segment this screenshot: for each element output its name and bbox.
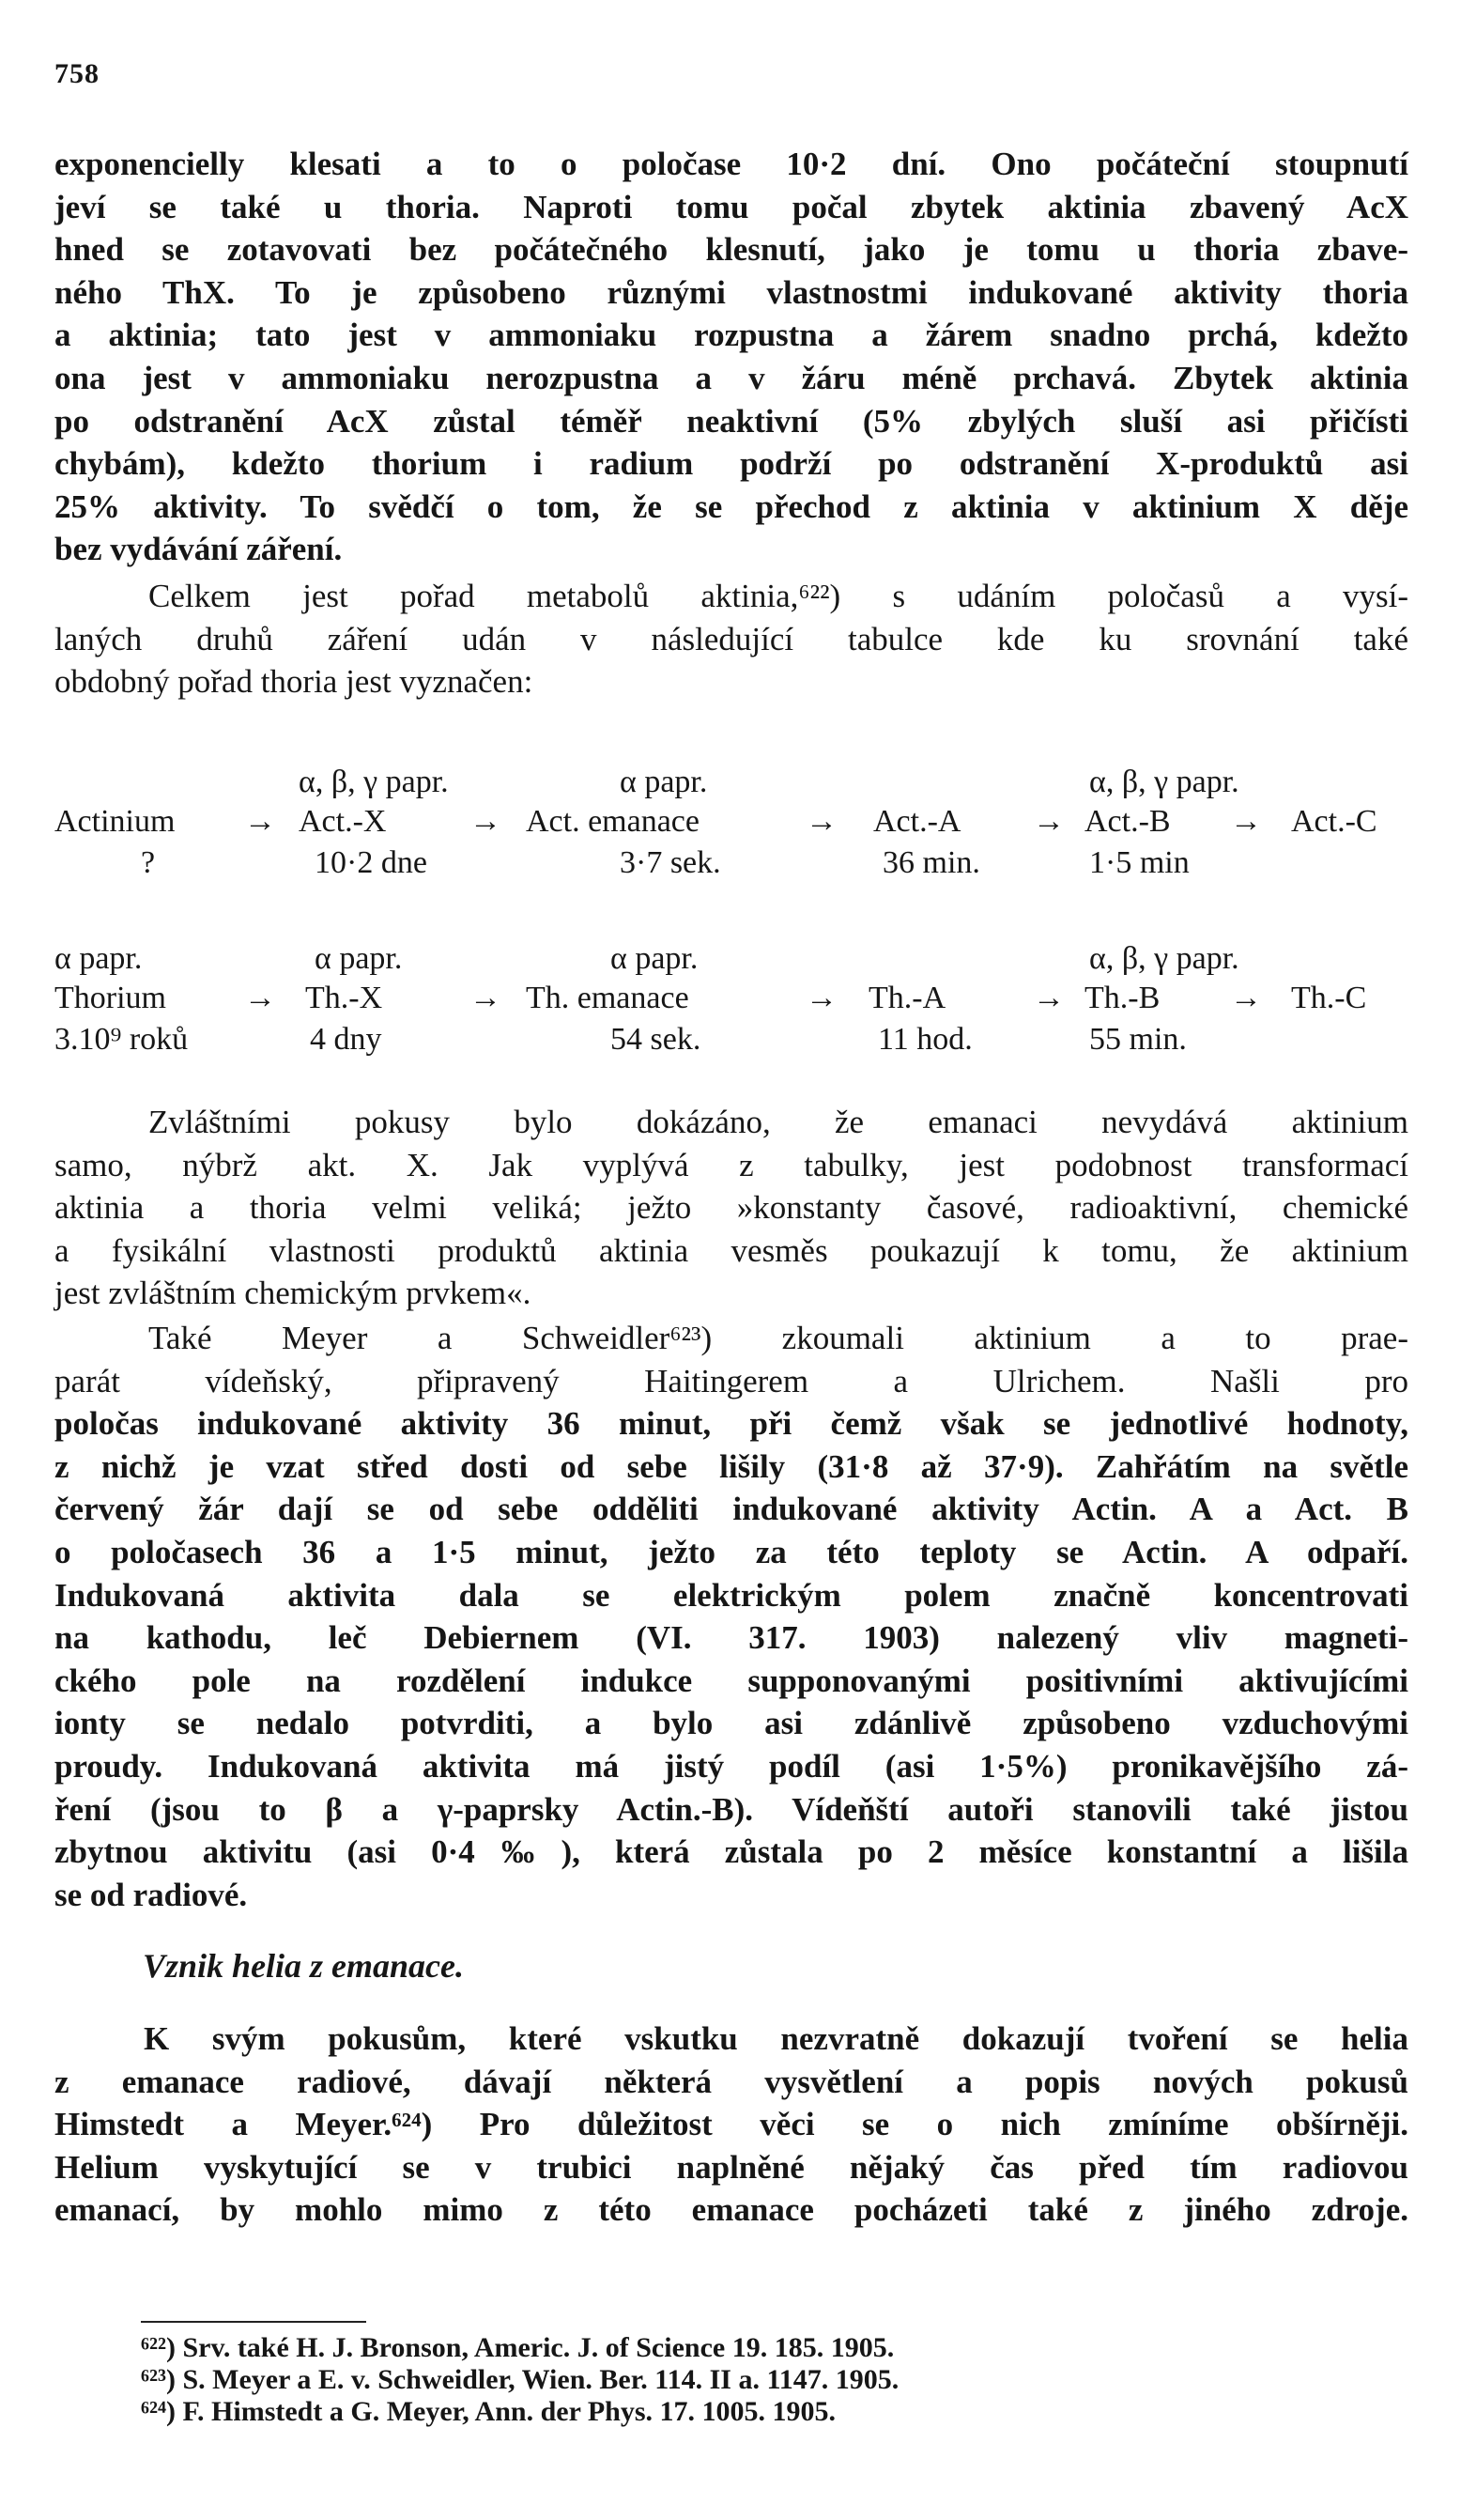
product-th-b: Th.-B <box>1084 981 1161 1015</box>
product-act-emanace: Act. emanace <box>526 804 700 839</box>
paragraph-5 <box>54 2018 1408 2232</box>
half-life: 55 min. <box>1089 1022 1187 1057</box>
product-th-x: Th.-X <box>305 981 383 1015</box>
footnote-623: ⁶²³) S. Meyer a E. v. Schweidler, Wien. Ber. 114. II a. 1147. 1905. <box>141 2364 900 2395</box>
arrow-icon: → <box>1230 804 1262 839</box>
product-act-c: Act.-C <box>1291 804 1377 839</box>
half-life: ? <box>141 845 156 880</box>
product-th-a: Th.-A <box>869 981 946 1015</box>
text-line: se od radiové. <box>54 1876 248 1913</box>
half-life: 3.10⁹ roků <box>54 1022 189 1057</box>
text-line: chybám), kdežto thorium i radium podrží po odstranění X-produktů asi <box>54 445 1408 483</box>
text-line: Helium vyskytující se v trubici naplněné nějaký čas před tím radiovou <box>54 2148 1408 2186</box>
ray-label: α, β, γ papr. <box>1089 941 1239 976</box>
arrow-icon: → <box>469 981 501 1015</box>
text-line: aktinia a thoria velmi veliká; ježto »konstanty časové, radioaktivní, chemické <box>54 1189 1408 1227</box>
arrow-icon: → <box>244 981 276 1015</box>
text-line: ckého pole na rozdělení indukce supponovanými positivními aktivujícími <box>54 1662 1408 1699</box>
ray-label: α papr. <box>610 941 699 976</box>
text-line: ona jest v ammoniaku nerozpustna a v žáru méně prchavá. Zbytek aktinia <box>54 359 1408 396</box>
text-line: bez vydávání záření. <box>54 531 343 568</box>
element-thorium: Thorium <box>54 981 166 1015</box>
footnote-622: ⁶²²) Srv. také H. J. Bronson, Americ. J. of Science 19. 185. 1905. <box>141 2332 895 2363</box>
text-line: emanací, by mohlo mimo z této emanace pocházeti také z jiného zdroje. <box>54 2191 1408 2229</box>
page-number: 758 <box>54 58 100 89</box>
text-line: proudy. Indukovaná aktivita má jistý podíl (asi 1·5%) pronikavějšího zá- <box>54 1747 1408 1785</box>
half-life: 1·5 min <box>1089 845 1190 880</box>
text-line: Indukovaná aktivita dala se elektrickým polem značně koncentrovati <box>54 1576 1408 1614</box>
ray-label: α papr. <box>315 941 403 976</box>
arrow-icon: → <box>806 981 838 1015</box>
arrow-icon: → <box>244 804 276 839</box>
element-actinium: Actinium <box>54 804 176 839</box>
half-life: 4 dny <box>310 1022 382 1057</box>
product-th-c: Th.-C <box>1291 981 1367 1015</box>
text-line: Zvláštními pokusy bylo dokázáno, že emanaci nevydává aktinium <box>148 1104 1408 1140</box>
text-line: z emanace radiové, dávají některá vysvětlení a popis nových pokusů <box>54 2063 1408 2100</box>
text-line: poločas indukované aktivity 36 minut, při čemž však se jednotlivé hodnoty, <box>54 1405 1408 1443</box>
footnote-divider <box>141 2321 366 2323</box>
text-line: Také Meyer a Schweidler⁶²³) zkoumali aktinium a to prae- <box>148 1320 1408 1356</box>
text-line: z nichž je vzat střed dosti od sebe lišily (31·8 až 37·9). Zahřátím na světle <box>54 1447 1408 1485</box>
text-line: exponencielly klesati a to o poločase 10·2 dní. Ono počáteční stoupnutí <box>54 146 1408 182</box>
text-line: o poločasech 36 a 1·5 minut, ježto za této teploty se Actin. A odpaří. <box>54 1533 1408 1570</box>
paragraph-3 <box>54 1101 1408 1315</box>
text-line: hned se zotavovati bez počátečného klesnutí, jako je tomu u thoria zbave- <box>54 231 1408 269</box>
arrow-icon: → <box>806 804 838 839</box>
text-line: po odstranění AcX zůstal téměř neaktivní (5% zbylých sluší asi přičísti <box>54 402 1408 440</box>
paragraph-4 <box>54 1317 1408 1916</box>
half-life: 3·7 sek. <box>620 845 721 880</box>
half-life: 10·2 dne <box>315 845 427 880</box>
text-line: 25% aktivity. To svědčí o tom, že se přechod z aktinia v aktinium X děje <box>54 487 1408 525</box>
half-life: 11 hod. <box>878 1022 973 1057</box>
text-line: na kathodu, leč Debiernem (VI. 317. 1903) nalezený vliv magneti- <box>54 1619 1408 1657</box>
ray-label: α, β, γ papr. <box>299 765 449 799</box>
text-line: K svým pokusům, které vskutku nezvratně dokazují tvoření se helia <box>144 2020 1408 2057</box>
section-heading: Vznik helia z emanace. <box>143 1947 465 1985</box>
text-line: ření (jsou to β a γ-paprsky Actin.-B). Vídeňští autoři stanovili také jistou <box>54 1790 1408 1828</box>
ray-label: α, β, γ papr. <box>1089 765 1239 799</box>
text-line: Celkem jest pořad metabolů aktinia,⁶²²) s udáním poločasů a vysí- <box>148 578 1408 614</box>
text-line: a aktinia; tato jest v ammoniaku rozpustna a žárem snadno prchá, kdežto <box>54 317 1408 354</box>
text-line: Himstedt a Meyer.⁶²⁴) Pro důležitost věci se o nich zmíníme obšírněji. <box>54 2106 1408 2143</box>
text-line: ného ThX. To je způsobeno různými vlastnostmi indukované aktivity thoria <box>54 273 1408 311</box>
footnote-624: ⁶²⁴) F. Himstedt a G. Meyer, Ann. der Phys. 17. 1005. 1905. <box>141 2396 837 2427</box>
product-act-x: Act.-X <box>299 804 387 839</box>
text-line: jest zvláštním chemickým prvkem«. <box>54 1275 531 1312</box>
product-th-emanace: Th. emanace <box>526 981 689 1015</box>
text-line: parát vídeňský, připravený Haitingerem a Ulrichem. Našli pro <box>54 1362 1408 1399</box>
arrow-icon: → <box>1230 981 1262 1015</box>
text-line: obdobný pořad thoria jest vyznačen: <box>54 663 533 701</box>
arrow-icon: → <box>1033 981 1065 1015</box>
half-life: 54 sek. <box>610 1022 701 1057</box>
ray-label: α papr. <box>620 765 708 799</box>
text-line: zbytnou aktivitu (asi 0·4‰), která zůstala po 2 měsíce konstantní a lišila <box>54 1833 1408 1871</box>
text-line: červený žár dají se od sebe odděliti indukované aktivity Actin. A a Act. B <box>54 1491 1408 1528</box>
paragraph-2 <box>54 575 1408 703</box>
text-line: laných druhů záření udán v následující tabulce kde ku srovnání také <box>54 620 1408 657</box>
paragraph-1 <box>54 143 1408 571</box>
text-line: a fysikální vlastnosti produktů aktinia vesměs poukazují k tomu, že aktinium <box>54 1231 1408 1269</box>
ray-label: α papr. <box>54 941 143 976</box>
product-act-a: Act.-A <box>873 804 961 839</box>
text-line: jeví se také u thoria. Naproti tomu počal zbytek aktinia zbavený AcX <box>54 188 1408 225</box>
half-life: 36 min. <box>883 845 980 880</box>
text-line: samo, nýbrž akt. X. Jak vyplývá z tabulky, jest podobnost transformací <box>54 1146 1408 1183</box>
text-line: ionty se nedalo potvrditi, a bylo asi zdánlivě způsobeno vzduchovými <box>54 1705 1408 1742</box>
arrow-icon: → <box>469 804 501 839</box>
arrow-icon: → <box>1033 804 1065 839</box>
product-act-b: Act.-B <box>1084 804 1171 839</box>
